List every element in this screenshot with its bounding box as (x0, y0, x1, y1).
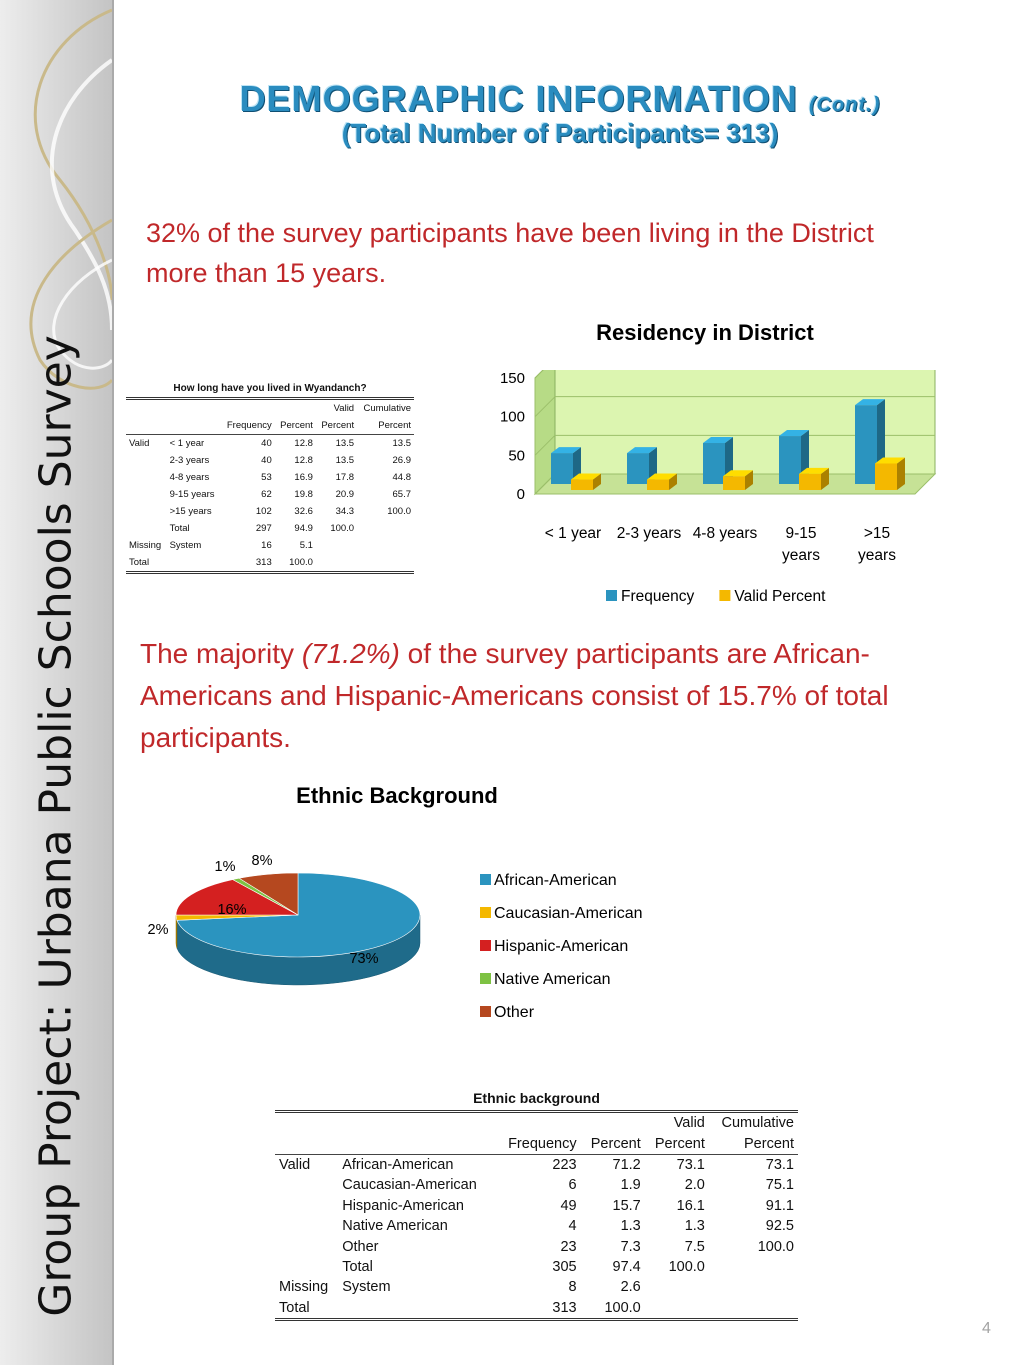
ethnic-summary (140, 633, 1000, 759)
bar-valid-percent (875, 457, 905, 490)
table-cell: < 1 year (169, 438, 205, 449)
column-header (496, 1112, 581, 1134)
table-cell: Total (279, 1299, 310, 1316)
table-row (275, 1298, 798, 1320)
table-cell: 100.0 (289, 557, 313, 568)
legend-swatch (480, 940, 491, 951)
table-cell: 223 (552, 1156, 577, 1173)
table-cell: 4 (568, 1218, 577, 1235)
table-cell (357, 537, 414, 554)
legend-label: African-American (494, 872, 617, 889)
x-tick-label: >15 (863, 525, 891, 542)
table-cell: 15.7 (612, 1197, 641, 1214)
bar-valid-percent (723, 470, 753, 490)
column-header (338, 1133, 496, 1154)
table-cell (316, 554, 357, 573)
column-header: Percent (645, 1133, 709, 1154)
column-header: Frequency (221, 417, 275, 435)
column-header (221, 399, 275, 418)
table-cell: 8 (568, 1279, 577, 1296)
table-cell: Valid (279, 1156, 311, 1173)
x-tick-label: years (858, 547, 896, 564)
table-cell: Missing (279, 1279, 329, 1296)
table-cell: Total (169, 523, 190, 534)
table-caption: Ethnic background (473, 1090, 600, 1106)
table-cell (316, 537, 357, 554)
table-row (126, 435, 414, 453)
table-cell: 16.9 (294, 472, 313, 483)
table-cell (357, 554, 414, 573)
bar-front (703, 443, 725, 484)
bar-chart-title: Residency in District (596, 320, 814, 345)
table-cell: 4-8 years (169, 472, 210, 483)
table-cell: 92.5 (765, 1218, 794, 1235)
table-cell: 97.4 (612, 1258, 641, 1275)
table-cell: 53 (261, 472, 272, 483)
bar-front (627, 453, 649, 484)
table-cell: Missing (129, 540, 162, 551)
table-cell: System (342, 1279, 391, 1296)
y-tick-label: 50 (508, 447, 525, 465)
table-cell: 71.2 (612, 1156, 641, 1173)
table-cell (167, 554, 221, 573)
table-cell (709, 1277, 798, 1297)
table-row (126, 537, 414, 554)
y-tick-label: 100 (499, 408, 525, 426)
legend-swatch (719, 590, 730, 601)
legend-label: Native American (494, 971, 611, 988)
residency-summary: 32% of the survey participants have been living in the District more than 15 years. (146, 218, 874, 288)
legend-label: Other (494, 1004, 535, 1021)
column-header: Cumulative (721, 1115, 794, 1132)
column-header: Percent (275, 417, 316, 435)
title-line2: (Total Number of Participants= 313) (341, 118, 779, 148)
ethnic-pie-chart (140, 840, 680, 1040)
table-cell: 62 (261, 489, 272, 500)
table-cell: 12.8 (294, 455, 313, 466)
table-cell: 100.0 (604, 1299, 641, 1316)
table-cell: 32.6 (294, 506, 313, 517)
table-row (126, 469, 414, 486)
table-cell (645, 1298, 709, 1320)
table-row (275, 1175, 798, 1195)
table-cell (126, 503, 167, 520)
table-cell (275, 1216, 338, 1236)
legend-label: Hispanic-American (494, 938, 629, 955)
x-tick-label: 4-8 years (692, 525, 758, 542)
table-cell: 23 (560, 1238, 577, 1255)
column-header: Valid (333, 403, 355, 414)
legend-label: Frequency (621, 588, 695, 605)
column-header: Percent (709, 1133, 798, 1154)
bar-front (723, 476, 745, 490)
table-row (126, 554, 414, 573)
table-cell (275, 1236, 338, 1256)
table-cell: 100.0 (668, 1258, 705, 1275)
table-cell: 100.0 (330, 523, 355, 534)
table-cell: 26.9 (392, 455, 411, 466)
bar-front (551, 453, 573, 484)
table-cell: 20.9 (335, 489, 355, 500)
table-cell: Hispanic-American (342, 1197, 464, 1214)
table-cell: 1.3 (684, 1218, 705, 1235)
residency-bar-chart (480, 370, 940, 610)
table-row (275, 1216, 798, 1236)
table-cell: 94.9 (294, 523, 313, 534)
table-cell: 73.1 (765, 1156, 794, 1173)
table-cell: 6 (568, 1177, 577, 1194)
table-row (126, 452, 414, 469)
table-cell: Caucasian-American (342, 1177, 477, 1194)
ethnic-table (275, 1090, 798, 1321)
table-cell: 5.1 (299, 540, 313, 551)
table-cell (709, 1257, 798, 1277)
table-cell: 19.8 (294, 489, 313, 500)
table-cell: 75.1 (765, 1177, 794, 1194)
table-cell: Other (342, 1238, 379, 1255)
column-header: Valid (673, 1115, 705, 1132)
title-line1: DEMOGRAPHIC INFORMATION (239, 78, 798, 119)
table-cell (275, 1257, 338, 1277)
slide-title (150, 78, 970, 149)
table-cell (275, 1196, 338, 1216)
page-number: 4 (982, 1320, 991, 1337)
table-cell (357, 520, 414, 537)
column-header: Frequency (496, 1133, 581, 1154)
pie-data-label: 16% (217, 902, 247, 918)
column-header (581, 1112, 645, 1134)
column-header (275, 1112, 338, 1134)
column-header (126, 417, 167, 435)
legend-swatch (606, 590, 617, 601)
table-cell: 17.8 (335, 472, 355, 483)
table-cell (126, 452, 167, 469)
ethnic-summary-lead: The majority (140, 638, 302, 669)
table-cell: 34.3 (335, 506, 355, 517)
bar-front (875, 463, 897, 490)
x-tick-label: 2-3 years (616, 525, 682, 542)
column-header: Percent (316, 417, 357, 435)
legend-swatch (480, 874, 491, 885)
table-cell (709, 1298, 798, 1320)
table-cell: 12.8 (294, 438, 313, 449)
table-cell (126, 486, 167, 503)
legend-swatch (480, 1006, 491, 1017)
table-cell: 305 (552, 1258, 577, 1275)
table-cell: 49 (560, 1197, 577, 1214)
column-header (126, 399, 167, 418)
table-cell: African-American (342, 1156, 454, 1173)
table-cell: 13.5 (335, 438, 355, 449)
table-cell: 40 (261, 438, 272, 449)
x-tick-label: 9-15 (785, 525, 817, 542)
bar-valid-percent (799, 468, 829, 490)
table-row (275, 1236, 798, 1256)
table-cell: 91.1 (765, 1197, 794, 1214)
table-cell: 16 (261, 540, 272, 551)
bar-front (779, 436, 801, 484)
table-cell: 1.3 (620, 1218, 641, 1235)
table-cell: System (169, 540, 202, 551)
column-header (275, 1133, 338, 1154)
table-cell: 100.0 (387, 506, 411, 517)
legend-swatch (480, 907, 491, 918)
table-cell: 2-3 years (169, 455, 210, 466)
legend-label: Caucasian-American (494, 905, 643, 922)
table-cell: 9-15 years (169, 489, 215, 500)
table-row (275, 1277, 798, 1297)
column-header: Percent (581, 1133, 645, 1154)
table-cell: 13.5 (335, 455, 355, 466)
y-tick-label: 150 (499, 370, 525, 387)
table-cell: 7.3 (620, 1238, 641, 1255)
column-header (338, 1112, 496, 1134)
table-cell: 2.6 (620, 1279, 641, 1296)
table-cell: 7.5 (684, 1238, 705, 1255)
ethnic-summary-emphasis: (71.2%) (301, 638, 400, 669)
table-row (275, 1196, 798, 1216)
table-cell: 100.0 (757, 1238, 794, 1255)
table-cell: 1.9 (620, 1177, 641, 1194)
table-cell: 73.1 (676, 1156, 705, 1173)
table-row (275, 1257, 798, 1277)
legend-swatch (480, 973, 491, 984)
bar-front (855, 405, 877, 484)
table-cell: 2.0 (684, 1177, 705, 1194)
bar-front (647, 480, 669, 490)
table-row (126, 503, 414, 520)
table-cell: 44.8 (392, 472, 411, 483)
bar-front (571, 480, 593, 490)
table-cell (645, 1277, 709, 1297)
table-cell (126, 520, 167, 537)
pie-data-label: 2% (147, 922, 169, 938)
column-header (275, 399, 316, 418)
table-cell: Valid (129, 438, 150, 449)
table-row (126, 486, 414, 503)
table-row (126, 520, 414, 537)
table-row (275, 1154, 798, 1175)
legend-label: Valid Percent (734, 588, 826, 605)
table-cell: 102 (255, 506, 272, 517)
column-header: Cumulative (363, 403, 411, 414)
table-caption: How long have you lived in Wyandanch? (173, 383, 367, 394)
pie-data-label: 1% (214, 859, 236, 875)
table-cell: 40 (261, 455, 272, 466)
table-cell: Native American (342, 1218, 448, 1235)
table-cell: >15 years (169, 506, 212, 517)
y-tick-label: 0 (516, 486, 525, 503)
table-cell: 16.1 (676, 1197, 705, 1214)
table-cell (126, 469, 167, 486)
column-header: Percent (357, 417, 414, 435)
table-cell: Total (129, 557, 150, 568)
pie-chart-title: Ethnic Background (296, 783, 498, 808)
title-cont: (Cont.) (808, 94, 881, 116)
pie-data-label: 73% (349, 951, 379, 967)
table-cell: 65.7 (392, 489, 411, 500)
pie-data-label: 8% (251, 853, 273, 869)
table-cell: 13.5 (392, 438, 411, 449)
ethnic-summary-rest: of the survey participants are African-Americans and Hispanic-Americans consist of 15.7% of total participants. (140, 638, 889, 753)
sidebar-title: Group Project: Urbana Public Schools Survey (30, 335, 82, 1317)
sidebar (0, 0, 114, 1365)
table-cell: 297 (255, 523, 272, 534)
column-header (167, 399, 221, 418)
table-cell (338, 1298, 496, 1320)
x-tick-label: years (782, 547, 820, 564)
table-cell (275, 1175, 338, 1195)
bar-front (799, 474, 821, 490)
column-header (167, 417, 221, 435)
table-cell: 313 (552, 1299, 577, 1316)
table-cell: Total (342, 1258, 373, 1275)
x-tick-label: < 1 year (544, 525, 602, 542)
table-cell: 313 (255, 557, 272, 568)
residency-table (126, 383, 414, 574)
